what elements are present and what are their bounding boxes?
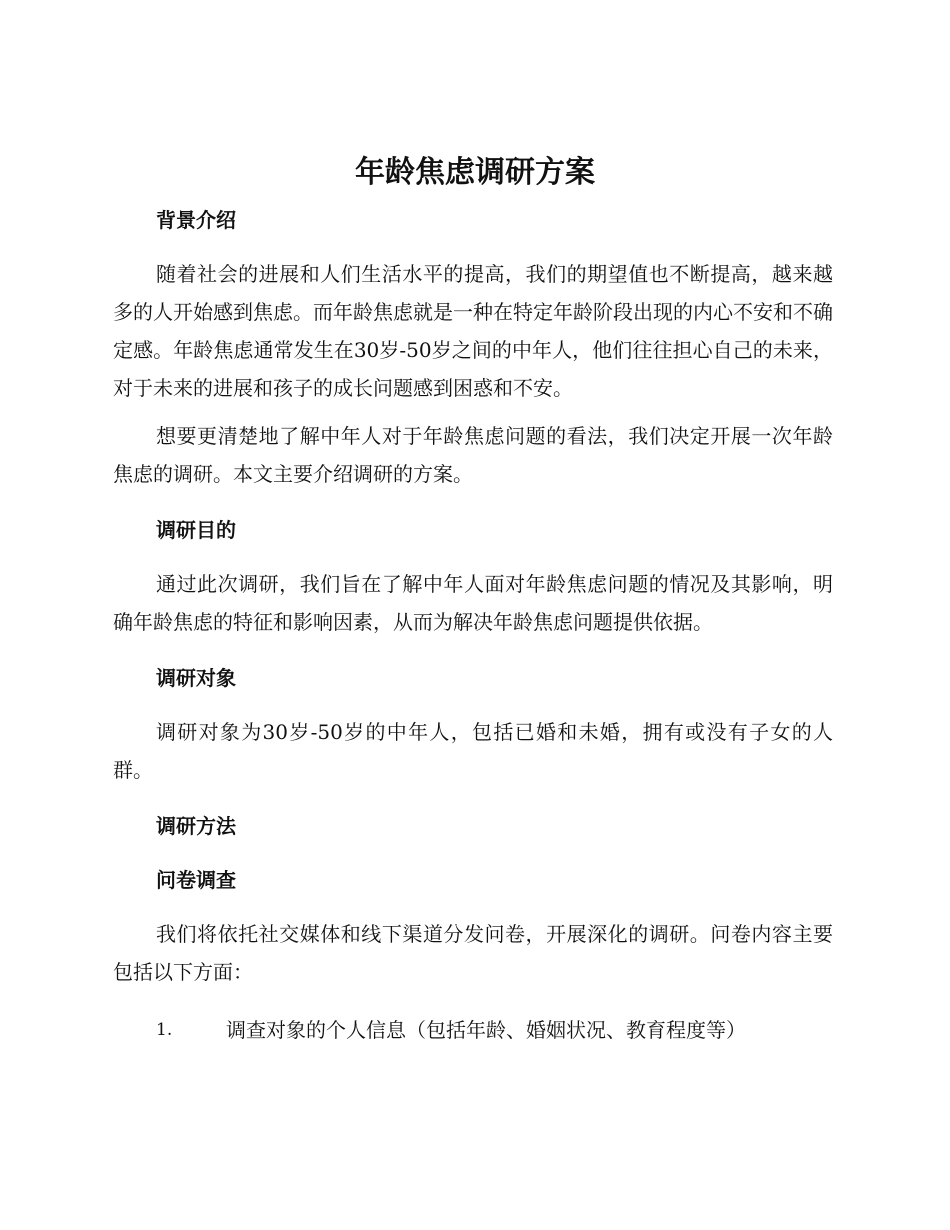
- document-body: [113, 203, 833, 1049]
- section-heading: 调研目的: [156, 518, 236, 542]
- section-subjects: [113, 661, 833, 789]
- document-title: 年龄焦虑调研方案: [355, 155, 595, 190]
- section-background: [113, 203, 833, 493]
- section-methods: [113, 809, 833, 843]
- section-heading: 调研对象: [156, 666, 236, 690]
- paragraph: 通过此次调研，我们旨在了解中年人面对年龄焦虑问题的情况及其影响，明确年龄焦虑的特征和影响因素，从而为解决年龄焦虑问题提供依据。: [113, 572, 833, 634]
- questionnaire-list: [113, 1011, 833, 1049]
- section-heading: 调研方法: [156, 814, 236, 838]
- list-item-text: 调查对象的个人信息（包括年龄、婚姻状况、教育程度等）: [226, 1018, 746, 1042]
- list-item: [113, 1011, 833, 1049]
- paragraph: 想要更清楚地了解中年人对于年龄焦虑问题的看法，我们决定开展一次年龄焦虑的调研。本文主要介绍调研的方案。: [113, 424, 833, 486]
- paragraph: 随着社会的进展和人们生活水平的提高，我们的期望值也不断提高，越来越多的人开始感到焦虑。而年龄焦虑就是一种在特定年龄阶段出现的内心不安和不确定感。年龄焦虑通常发生在30岁-50岁之间的中年人，他们往往担心自己的未来，对于未来的进展和孩子的成长问题感到困惑和不安。: [113, 262, 833, 400]
- section-questionnaire: [113, 863, 833, 991]
- paragraph: 我们将依托社交媒体和线下渠道分发问卷，开展深化的调研。问卷内容主要包括以下方面：: [113, 922, 833, 984]
- paragraph: 调研对象为30岁-50岁的中年人，包括已婚和未婚，拥有或没有子女的人群。: [113, 720, 833, 782]
- section-heading: 问卷调查: [156, 868, 236, 892]
- section-purpose: [113, 513, 833, 641]
- section-heading: 背景介绍: [156, 208, 236, 232]
- list-item-number: 1.: [156, 1020, 173, 1040]
